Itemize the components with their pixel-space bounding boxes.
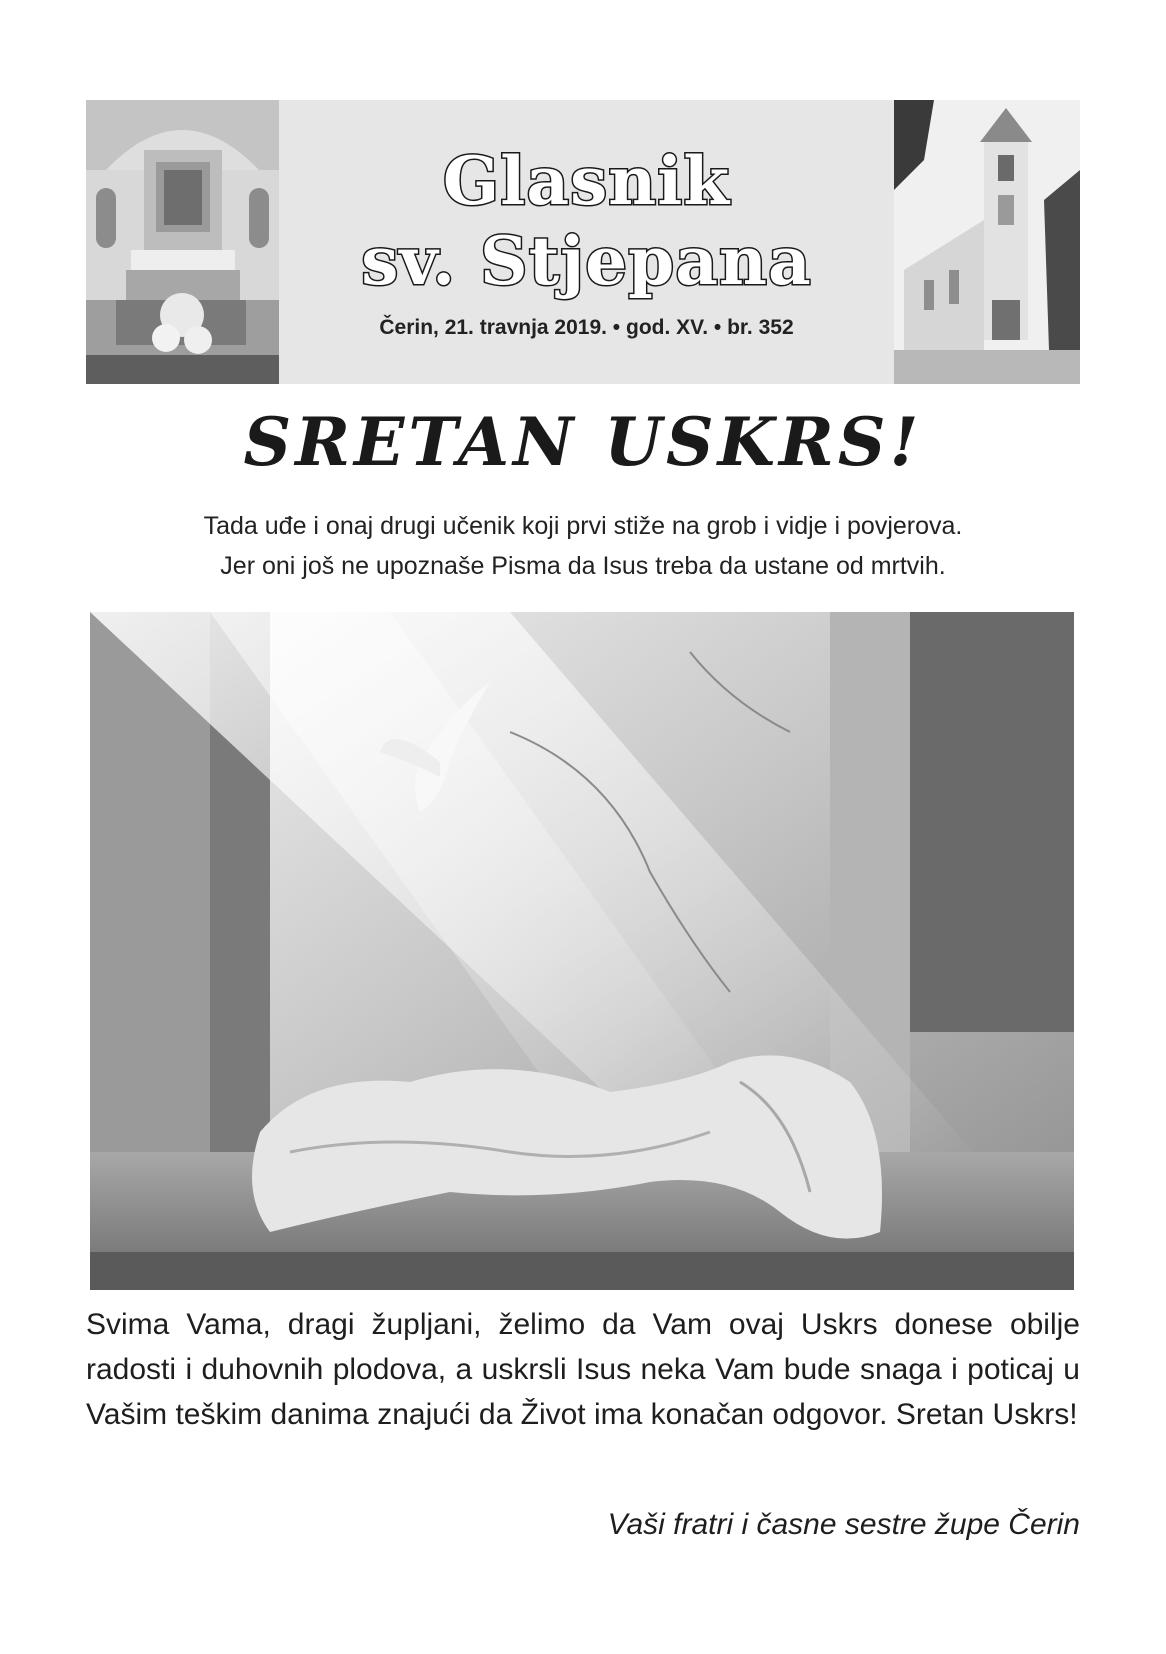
scripture-verse-line-1: Tada uđe i onaj drugi učenik koji prvi stiže na grob i vidje i povjerova. <box>203 512 963 540</box>
easter-headline: SRETAN USKRS! <box>243 403 923 481</box>
newsletter-title-line-1: Glasnik <box>442 142 731 220</box>
church-exterior-photo <box>894 100 1080 384</box>
masthead <box>86 100 1080 384</box>
scripture-verse-line-2: Jer oni još ne upoznaše Pisma da Isus treba da ustane od mrtvih. <box>220 552 946 580</box>
signature: Vaši fratri i časne sestre župe Čerin <box>607 1508 1080 1541</box>
issue-info: Čerin, 21. travnja 2019. • god. XV. • br. 352 <box>379 316 794 339</box>
easter-message: Svima Vama, dragi župljani, želimo da Vam ovaj Uskrs donese obilje radosti i duhovnih plodova, a uskrsli Isus neka Vam bude snaga i poticaj u Vašim teškim danima znajući da Život ima konačan odgovor. Sretan Uskrs! <box>86 1308 1080 1431</box>
newsletter-title-line-2: sv. Stjepana <box>361 222 812 300</box>
empty-tomb-photo <box>90 612 1074 1290</box>
masthead-title-box <box>279 100 894 384</box>
church-interior-photo <box>86 100 279 384</box>
